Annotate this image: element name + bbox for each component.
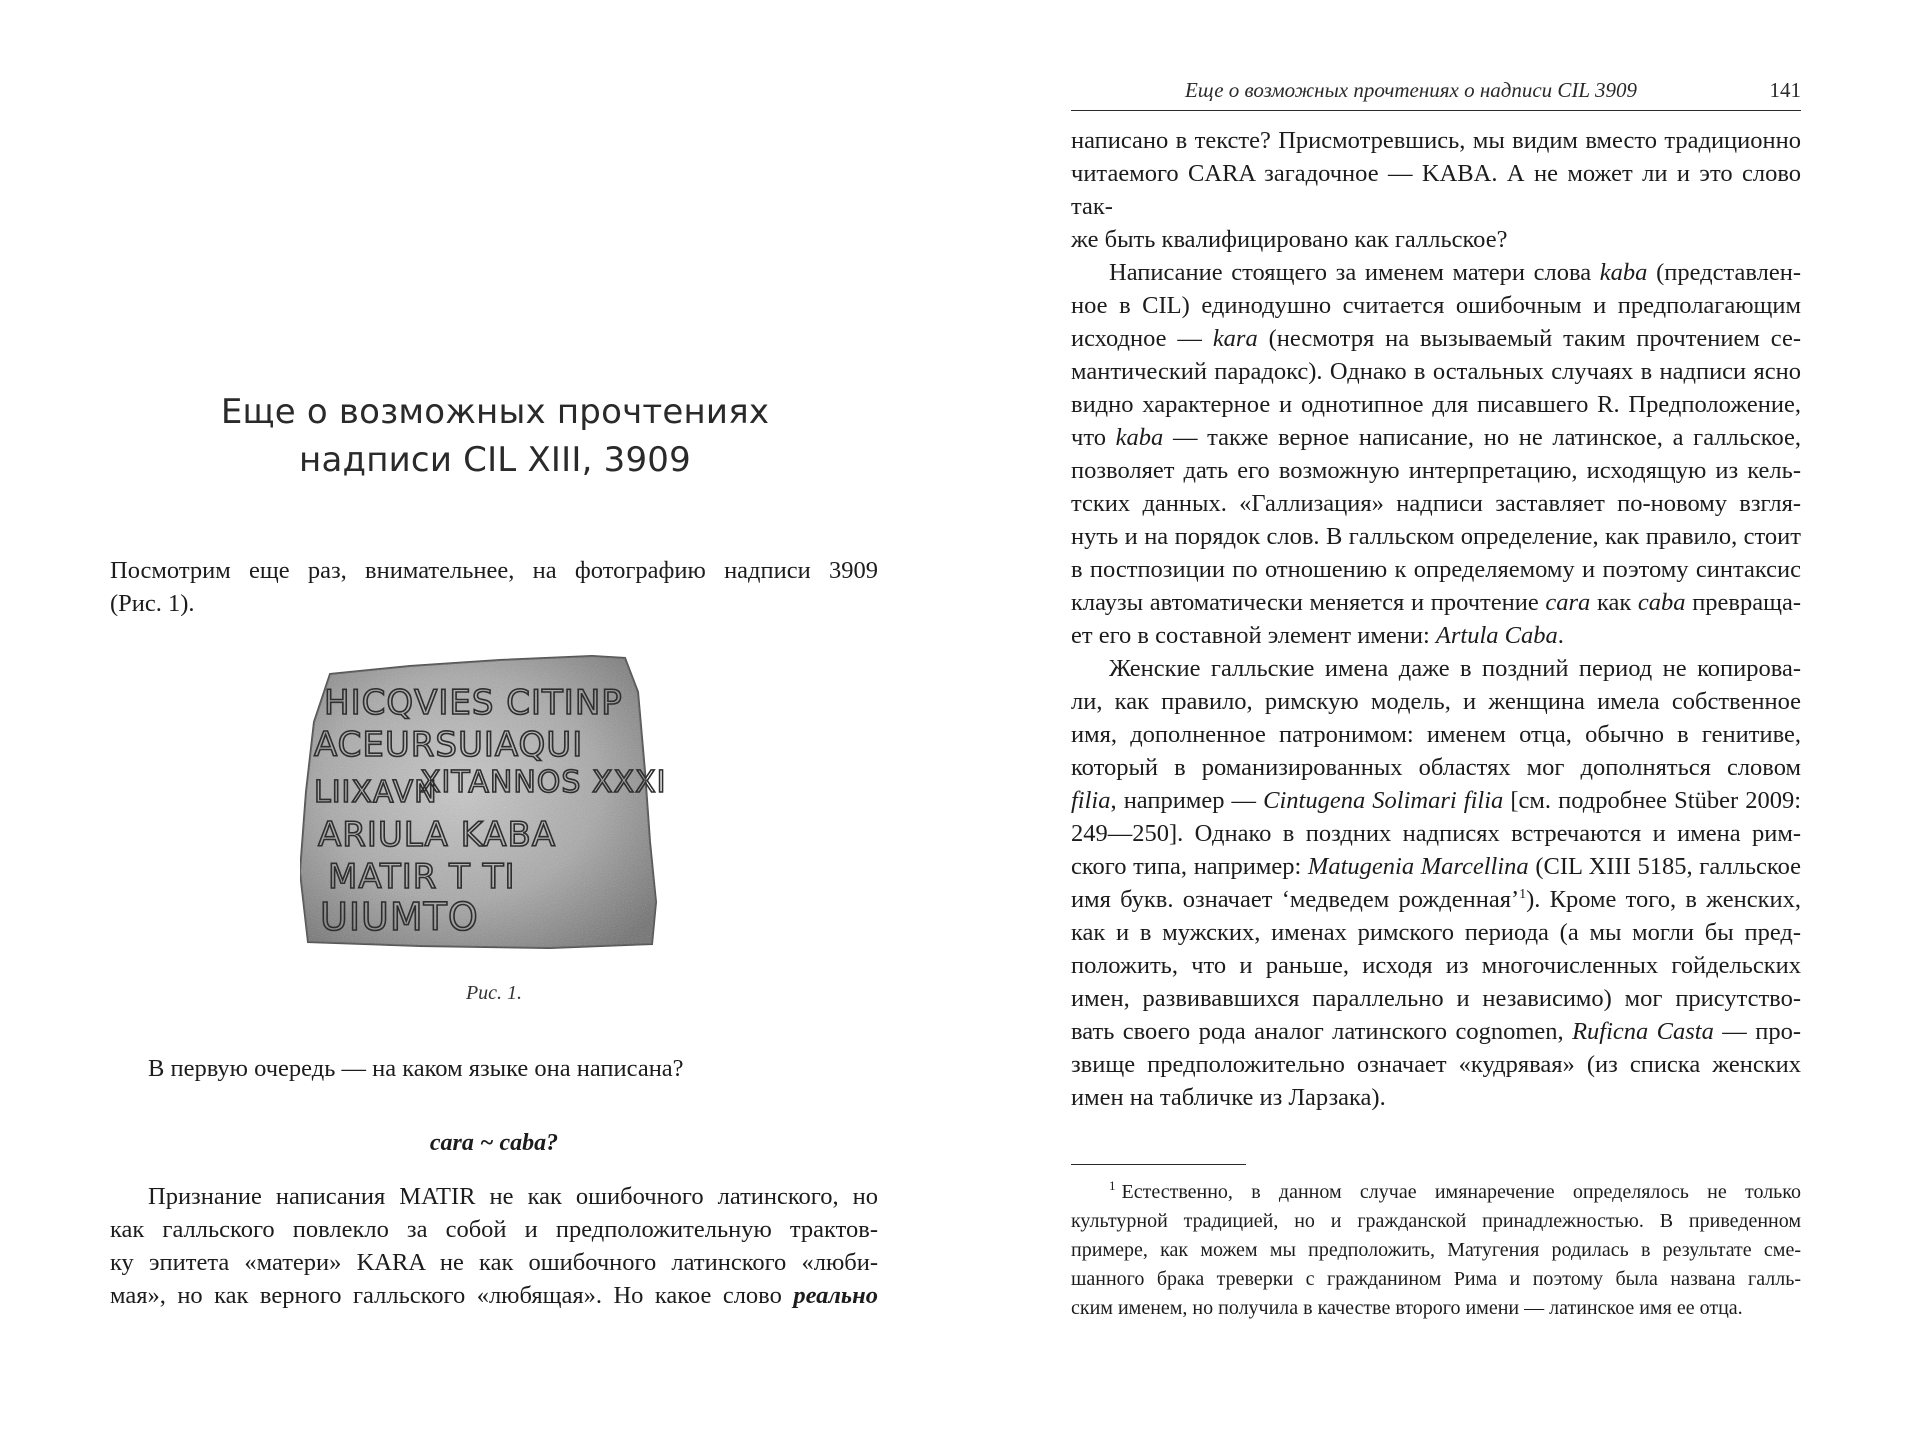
left-paragraph [110, 1180, 878, 1312]
text-line: тских данных. «Галлизация» надписи заставляет по-новому взгля- [1071, 490, 1801, 517]
intro-paragraph [110, 554, 878, 620]
italic-term: cara [1545, 589, 1591, 616]
text-run: как [1590, 589, 1638, 616]
text-run: клаузы автоматически меняется и прочтение [1071, 589, 1546, 616]
text-line: Женские галльские имена даже в поздний период не копирова- [1109, 655, 1801, 682]
text-line: имя, дополненное патронимом: именем отца, обычно в генитиве, [1071, 721, 1801, 748]
inscription-row: MATIR T TI [328, 857, 516, 897]
text-run: ского типа, например: [1071, 853, 1308, 880]
text-run: [см. подробнее Stüber 2009: [1503, 787, 1802, 814]
text-run: вать своего рода аналог латинского cognomen, [1071, 1018, 1573, 1045]
italic-term: kara [1212, 325, 1258, 352]
text-line [1071, 619, 1801, 652]
footnote-line: примере, как можем мы предположить, Матугения родилась в результате сме- [1071, 1239, 1801, 1261]
text-line: написано в тексте? Присмотревшись, мы видим вместо традиционно [1071, 127, 1801, 154]
text-run: что [1071, 424, 1116, 451]
text-line: имен на табличке из Ларзака). [1071, 1084, 1386, 1111]
italic-term: kaba [1115, 424, 1164, 451]
footnote-line: ским именем, но получила в качестве второго имени — латинское имя ее отца. [1071, 1297, 1743, 1319]
italic-term: Artula Caba [1435, 622, 1558, 649]
text-line: как и в мужских, именах римского периода (а мы могли бы пред- [1071, 919, 1801, 946]
paragraph-line: Признание написания MATIR не как ошибочного латинского, но [148, 1183, 878, 1210]
intro-line: Посмотрим еще раз, внимательнее, на фотографию надписи 3909 [110, 557, 878, 584]
italic-term: Ruficna Casta [1572, 1018, 1714, 1045]
text-line [1071, 322, 1801, 355]
paragraph-line: как галльского повлекло за собой и предположительную трактов- [110, 1216, 878, 1243]
inscription-row: HICQVIES CITINP [324, 683, 623, 723]
footnote-rule [1071, 1164, 1246, 1165]
text-run: исходное — [1071, 325, 1213, 352]
chapter-title-line2: надписи CIL XIII, 3909 [299, 440, 691, 480]
text-run: превраща- [1685, 589, 1802, 616]
text-run: (представлен- [1647, 259, 1801, 286]
footnote-line [1071, 1178, 1801, 1207]
figure-caption: Рис. 1. [465, 982, 523, 1004]
paragraph-text: мая», но как верного галльского «любящая». Но какое слово [110, 1282, 794, 1309]
inscription-row: ACEURSUIAQUI [314, 725, 584, 765]
chapter-title-line1: Еще о возможных прочтениях [220, 392, 770, 432]
page-number: 141 [1769, 78, 1801, 102]
text-line [1071, 421, 1801, 454]
text-line: звище предположительно означает «кудрявая» (из списка женских [1071, 1051, 1801, 1078]
running-header [1071, 76, 1801, 111]
footnote-mark: 1 [1109, 1178, 1116, 1194]
footnote-text: Естественно, в данном случае имянаречение определялось не только [1121, 1181, 1801, 1203]
text-line: нуть и на порядок слов. В галльском определение, как правило, стоит [1071, 523, 1801, 550]
text-line: ное в CIL) единодушно считается ошибочным и предполагающим [1071, 292, 1801, 319]
text-run: Написание стоящего за именем матери слова [1109, 259, 1600, 286]
footnote [1071, 1178, 1801, 1323]
italic-term: caba [1637, 589, 1686, 616]
section-heading: cara ~ caba? [429, 1130, 559, 1156]
question-line: В первую очередь — на каком языке она написана? [148, 1055, 684, 1082]
text-run: ет его в составной элемент имени: [1071, 622, 1436, 649]
text-run: (несмотря на вызываемый таким прочтением се- [1257, 325, 1801, 352]
footnote-line: культурной традицией, но и гражданской принадлежностью. В приведенном [1071, 1210, 1801, 1232]
text-line [1071, 256, 1801, 289]
right-body [1071, 124, 1801, 1114]
text-line: который в романизированных областях мог дополняться словом [1071, 754, 1801, 781]
text-run: , например — [1110, 787, 1264, 814]
inscription-row: ARIULA KABA [318, 815, 557, 855]
text-line: читаемого CARA загадочное — KABA. А не может ли и это слово так- [1071, 160, 1801, 220]
inscription-photo [300, 652, 675, 952]
inscription-row: XITANNOS XXXI [420, 765, 667, 800]
text-line: ли, как правило, римскую модель, и женщина имела собственное [1071, 688, 1801, 715]
text-line: видно характерное и однотипное для писавшего R. Предположение, [1071, 391, 1801, 418]
paragraph-line: ку эпитета «матери» KARA не как ошибочного латинского «люби- [110, 1249, 878, 1276]
footnote-line: шанного брака треверки с гражданином Рима и поэтому была названа галль- [1071, 1268, 1801, 1290]
footnote-ref: 1 [1519, 886, 1527, 902]
italic-term: kaba [1599, 259, 1648, 286]
text-line: 249—250]. Однако в поздних надписях встречаются и имена рим- [1071, 820, 1801, 847]
emphasis-word: реально [793, 1282, 878, 1309]
inscription-row: LIIXAVN [314, 775, 438, 810]
inscription-row: UIUMTO [320, 895, 479, 939]
text-run: (CIL XIII 5185, галльское [1528, 853, 1801, 880]
text-line: же быть квалифицировано как галльское? [1071, 226, 1508, 253]
text-line: положить, что и раньше, исходя из многочисленных гойдельских [1071, 952, 1801, 979]
text-run: имя букв. означает ‘медведем рожденная’ [1071, 886, 1520, 913]
text-line: в постпозиции по отношению к определяемому и поэтому синтаксис [1071, 556, 1801, 583]
text-run: . [1557, 622, 1564, 649]
text-line [1071, 586, 1801, 619]
italic-term: filia [1071, 787, 1111, 814]
text-line: мантический парадокс). Однако в остальных случаях в надписи ясно [1071, 358, 1801, 385]
text-line [1071, 784, 1801, 817]
right-page [956, 0, 1912, 1438]
text-run: ). Кроме того, в женских, [1526, 886, 1801, 913]
text-line: позволяет дать его возможную интерпретацию, исходящую из кель- [1071, 457, 1801, 484]
text-run: — про- [1713, 1018, 1801, 1045]
running-title: Еще о возможных прочтениях о надписи CIL 3909 [1184, 78, 1637, 102]
text-line [1071, 883, 1801, 916]
chapter-title [110, 388, 880, 484]
italic-term: Matugenia Marcellina [1307, 853, 1529, 880]
text-line: имен, развивавшихся параллельно и независимо) мог присутство- [1071, 985, 1801, 1012]
text-line [1071, 1015, 1801, 1048]
paragraph-line [110, 1279, 878, 1312]
intro-line: (Рис. 1). [110, 590, 195, 617]
italic-term: Cintugena Solimari filia [1263, 787, 1504, 814]
text-run: — также верное написание, но не латинское, а галльское, [1163, 424, 1801, 451]
text-line [1071, 850, 1801, 883]
